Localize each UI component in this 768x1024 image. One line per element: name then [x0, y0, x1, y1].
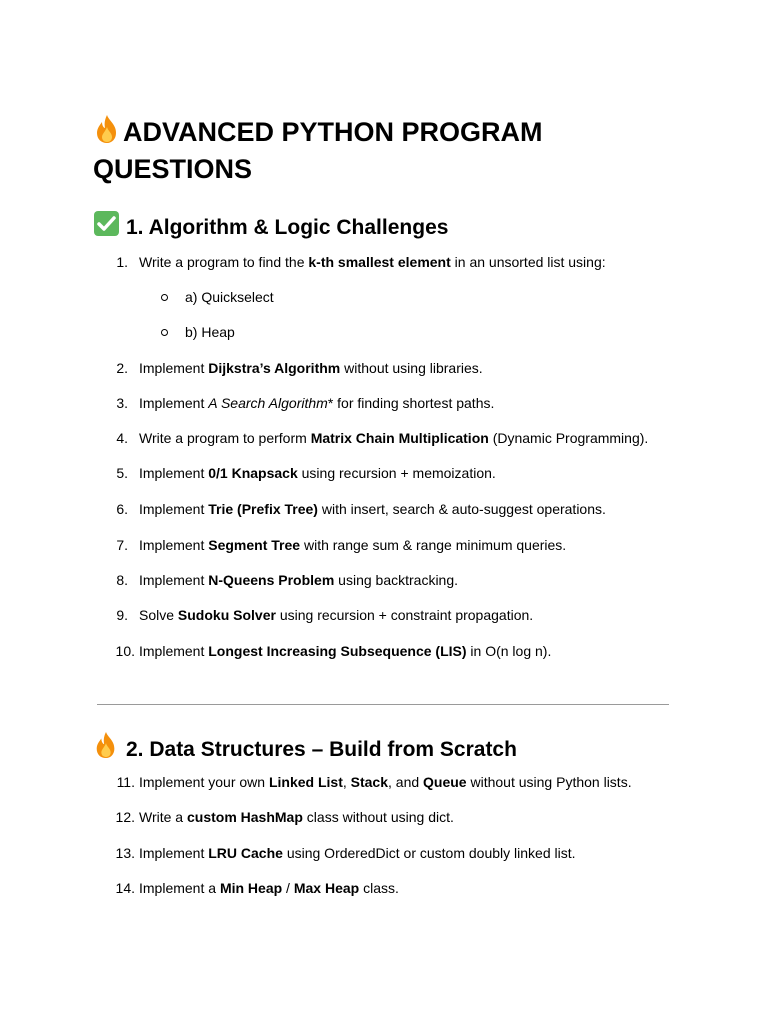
item-number: 3. — [116, 395, 128, 411]
hollow-bullet-icon — [161, 329, 168, 336]
item-text: (Dynamic Programming). — [488, 430, 649, 446]
item-text: in an unsorted list using: — [450, 254, 606, 270]
item-text: using OrderedDict or custom doubly linked list. — [282, 845, 576, 861]
item-number: 8. — [116, 572, 128, 588]
item-text: Solve — [139, 607, 178, 623]
fire-icon — [93, 114, 123, 144]
section-2-heading — [93, 731, 517, 764]
item-number: 9. — [116, 607, 128, 623]
item-number: 13. — [115, 845, 135, 861]
item-number: 4. — [116, 430, 128, 446]
item-text: Implement — [139, 501, 209, 517]
item-emphasis: Longest Increasing Subsequence (LIS) — [208, 643, 467, 659]
item-text: * for finding shortest paths. — [327, 395, 495, 411]
item-text: Implement — [139, 465, 209, 481]
item-text: in O(n log n). — [466, 643, 552, 659]
item-number: 12. — [115, 809, 135, 825]
item-number: 5. — [116, 465, 128, 481]
item-text: Write a program to perform — [139, 430, 311, 446]
item-text: without using libraries. — [340, 360, 483, 376]
check-mark-icon — [93, 210, 126, 237]
item-text: without using Python lists. — [466, 774, 632, 790]
item-emphasis: Sudoku Solver — [177, 607, 276, 623]
item-text: Write a — [139, 809, 187, 825]
item-text: using recursion + memoization. — [297, 465, 496, 481]
item-emphasis: Stack — [350, 774, 388, 790]
page-title — [93, 114, 693, 188]
item-text: using recursion + constraint propagation. — [275, 607, 534, 623]
item-emphasis: 0/1 Knapsack — [208, 465, 298, 481]
item-text: Implement — [139, 643, 209, 659]
item-emphasis: LRU Cache — [208, 845, 283, 861]
item-number: 6. — [116, 501, 128, 517]
item-number: 2. — [116, 360, 128, 376]
item-text: with insert, search & auto-suggest operations. — [317, 501, 606, 517]
item-text: Implement — [139, 537, 209, 553]
item-text: with range sum & range minimum queries. — [300, 537, 567, 553]
item-text: , and — [388, 774, 424, 790]
item-text: , — [342, 774, 351, 790]
section-1-heading — [93, 210, 448, 242]
page-title-line2: QUESTIONS — [93, 154, 253, 184]
item-text: Implement a — [139, 880, 220, 896]
sub-item-text: b) Heap — [185, 324, 235, 340]
item-text: Implement your own — [139, 774, 269, 790]
item-emphasis: Queue — [423, 774, 467, 790]
sub-item-text: a) Quickselect — [185, 289, 274, 305]
page-title-line1: ADVANCED PYTHON PROGRAM — [123, 117, 543, 147]
item-text: Implement — [139, 360, 209, 376]
item-emphasis: Segment Tree — [208, 537, 301, 553]
item-number: 7. — [116, 537, 128, 553]
item-text: / — [282, 880, 294, 896]
section-2-heading-text: 2. Data Structures – Build from Scratch — [126, 738, 517, 761]
item-emphasis: Dijkstra’s Algorithm — [208, 360, 341, 376]
fire-icon — [93, 731, 126, 759]
item-number: 10. — [115, 643, 135, 659]
item-italic: A Search Algorithm — [208, 395, 328, 411]
section-divider — [97, 704, 669, 705]
item-emphasis: Max Heap — [293, 880, 360, 896]
item-emphasis: Trie (Prefix Tree) — [208, 501, 318, 517]
item-number: 1. — [116, 254, 128, 270]
item-number: 11. — [116, 774, 135, 790]
hollow-bullet-icon — [161, 294, 168, 301]
item-emphasis: Matrix Chain Multiplication — [310, 430, 489, 446]
item-text: using backtracking. — [334, 572, 459, 588]
item-number: 14. — [115, 880, 135, 896]
item-emphasis: custom HashMap — [186, 809, 303, 825]
item-emphasis: k-th smallest element — [308, 254, 451, 270]
item-text: Implement — [139, 845, 209, 861]
item-text: class. — [359, 880, 399, 896]
section-1-heading-text: 1. Algorithm & Logic Challenges — [126, 216, 449, 239]
item-text: Write a program to find the — [139, 254, 309, 270]
item-emphasis: Linked List — [268, 774, 343, 790]
item-emphasis: Min Heap — [219, 880, 283, 896]
item-text: class without using dict. — [302, 809, 454, 825]
item-text: Implement — [139, 395, 209, 411]
item-emphasis: N-Queens Problem — [208, 572, 335, 588]
item-text: Implement — [139, 572, 209, 588]
